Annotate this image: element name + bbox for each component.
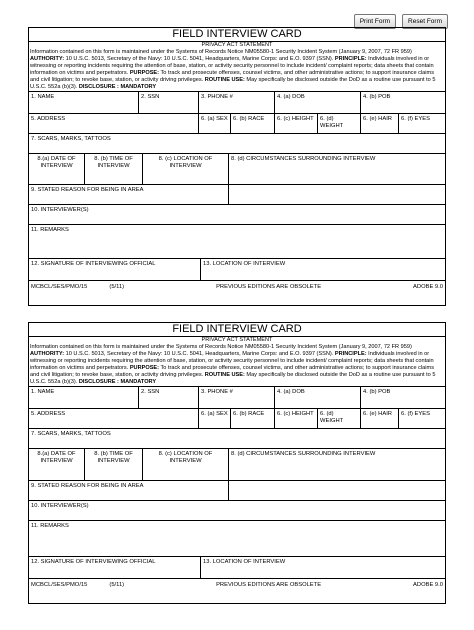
disclosure-text: MANDATORY [120, 379, 157, 385]
purpose-label: PURPOSE: [129, 70, 160, 76]
row-identity [29, 92, 445, 114]
ssn-field[interactable]: 2. SSN [139, 387, 199, 408]
race-field[interactable]: 6. (b) RACE [231, 114, 275, 133]
authority-label: AUTHORITY: [30, 56, 65, 62]
remarks-field[interactable]: 11. REMARKS [31, 227, 69, 233]
principle-text: Individuals involved in or witnessing or reporting incidents requiring the attention of base, station, or activity security personnel to include incident/ complaint reports; data sheets that contain information on victims and perpetrators. [30, 56, 434, 76]
privacy-heading: PRIVACY ACT STATEMENT [201, 42, 273, 48]
routine-use-text: May specifically be disclosed outside the DoD as a routine use pursuant to 5 U.S.C. 552a (b)(3). [30, 77, 436, 90]
privacy-act-statement [29, 337, 445, 387]
row-remarks [29, 521, 445, 557]
address-field[interactable]: 5. ADDRESS [29, 114, 199, 133]
date-label-line2: INTERVIEW [40, 458, 73, 464]
scars-field[interactable]: 7. SCARS, MARKS, TATTOOS [31, 136, 111, 142]
circumstances-field[interactable]: 8. (d) CIRCUMSTANCES SURROUNDING INTERVIEW [231, 156, 376, 162]
ssn-field[interactable]: 2. SSN [139, 92, 199, 113]
adobe-version: ADOBE 9.0 [413, 582, 443, 588]
row-scars [29, 429, 445, 449]
privacy-act-statement [29, 42, 445, 92]
height-field[interactable]: 6. (c) HEIGHT [275, 114, 318, 133]
location-of-interview-field[interactable] [143, 154, 229, 184]
location-field[interactable]: 13. LOCATION OF INTERVIEW [203, 559, 286, 565]
reason-field[interactable]: 9. STATED REASON FOR BEING IN AREA [29, 185, 229, 204]
purpose-text: To track and prosecute offenses, counsel victims, and other administrative actions; to support insurance claims and civil litigation; to revoke base, station, or activity driving privileges. [30, 70, 434, 83]
sex-field[interactable]: 6. (a) SEX [199, 409, 231, 428]
row-signature [29, 259, 445, 281]
race-field[interactable]: 6. (b) RACE [231, 409, 275, 428]
row-scars [29, 134, 445, 154]
dob-field[interactable]: 4. (a) DOB [275, 387, 361, 408]
privacy-intro: Information contained on this form is maintained under the Systems of Records Notice NM05580-1 Security Incident System (January 9, 2007, 72 FR 959) [30, 49, 412, 55]
card-footer [29, 579, 445, 591]
sex-field[interactable]: 6. (a) SEX [199, 114, 231, 133]
field-interview-card-1 [28, 27, 446, 306]
loc-label-line1: 8. (c) LOCATION OF [158, 156, 213, 162]
weight-field[interactable]: 6. (d) WEIGHT [318, 114, 361, 133]
row-reason [29, 481, 445, 501]
authority-label: AUTHORITY: [30, 351, 65, 357]
adobe-version: ADOBE 9.0 [413, 284, 443, 290]
time-label-line2: INTERVIEW [97, 458, 130, 464]
scars-field[interactable]: 7. SCARS, MARKS, TATTOOS [31, 431, 111, 437]
location-of-interview-field[interactable] [143, 449, 229, 480]
row-interview [29, 449, 445, 481]
purpose-label: PURPOSE: [129, 365, 160, 371]
routine-use-text: May specifically be disclosed outside the DoD as a routine use pursuant to 5 U.S.C. 552a (b)(3). [30, 372, 436, 385]
card-title: FIELD INTERVIEW CARD [29, 323, 445, 337]
row-interview [29, 154, 445, 185]
row-remarks [29, 225, 445, 259]
time-of-interview-field[interactable] [85, 449, 143, 480]
principle-label: PRINCIPLE: [334, 351, 367, 357]
name-field[interactable]: 1. NAME [29, 387, 139, 408]
principle-label: PRINCIPLE: [334, 56, 367, 62]
phone-field[interactable]: 3. PHONE # [199, 92, 275, 113]
pob-field[interactable]: 4. (b) POB [363, 389, 391, 395]
row-address [29, 409, 445, 429]
authority-text: 10 U.S.C. 5013, Secretary of the Navy: 10 U.S.C. 5041, Headquarters, Marine Corps: and E.O. 9397 (SSN). [65, 56, 334, 62]
disclosure-label: DISCLOSURE : [78, 84, 119, 90]
dob-field[interactable]: 4. (a) DOB [275, 92, 361, 113]
disclosure-label: DISCLOSURE : [78, 379, 119, 385]
interviewers-field[interactable]: 10. INTERVIEWER(S) [31, 207, 89, 213]
row-identity [29, 387, 445, 409]
reason-extension[interactable] [229, 481, 445, 500]
privacy-heading: PRIVACY ACT STATEMENT [201, 337, 273, 343]
purpose-text: To track and prosecute offenses, counsel victims, and other administrative actions; to support insurance claims and civil litigation; to revoke base, station, or activity driving privileges. [30, 365, 434, 378]
phone-field[interactable]: 3. PHONE # [199, 387, 275, 408]
principle-text: Individuals involved in or witnessing or reporting incidents requiring the attention of base, station, or activity security personnel to include incident/ complaint reports; data sheets that contain information on victims and perpetrators. [30, 351, 434, 371]
date-of-interview-field[interactable] [29, 154, 85, 184]
loc-label-line1: 8. (c) LOCATION OF [158, 451, 213, 457]
hair-field[interactable]: 6. (e) HAIR [361, 409, 399, 428]
reset-form-button[interactable]: Reset Form [402, 14, 448, 29]
remarks-field[interactable]: 11. REMARKS [31, 523, 69, 529]
location-field[interactable]: 13. LOCATION OF INTERVIEW [203, 261, 286, 267]
editions-notice: PREVIOUS EDITIONS ARE OBSOLETE [216, 284, 322, 290]
form-number: MCBCL/SES/PMO/15 [31, 284, 88, 290]
time-of-interview-field[interactable] [85, 154, 143, 184]
date-label-line1: 8.(a) DATE OF [37, 451, 76, 457]
time-label-line2: INTERVIEW [97, 163, 130, 169]
eyes-field[interactable]: 6. (f) EYES [401, 411, 430, 417]
privacy-intro: Information contained on this form is maintained under the Systems of Records Notice NM05580-1 Security Incident System (January 9, 2007, 72 FR 959) [30, 344, 412, 350]
loc-label-line2: INTERVIEW [169, 458, 202, 464]
hair-field[interactable]: 6. (e) HAIR [361, 114, 399, 133]
reason-field[interactable]: 9. STATED REASON FOR BEING IN AREA [29, 481, 229, 500]
row-interviewers [29, 205, 445, 225]
editions-notice: PREVIOUS EDITIONS ARE OBSOLETE [216, 582, 322, 588]
disclosure-text: MANDATORY [120, 84, 157, 90]
eyes-field[interactable]: 6. (f) EYES [401, 116, 430, 122]
print-form-button[interactable]: Print Form [354, 14, 396, 29]
signature-field[interactable]: 12. SIGNATURE OF INTERVIEWING OFFICIAL [29, 557, 201, 578]
pob-field[interactable]: 4. (b) POB [363, 94, 391, 100]
row-interviewers [29, 501, 445, 521]
card-title: FIELD INTERVIEW CARD [29, 28, 445, 42]
card-footer [29, 281, 445, 293]
form-date: (5/11) [109, 582, 125, 588]
name-field[interactable]: 1. NAME [29, 92, 139, 113]
row-reason [29, 185, 445, 205]
time-label-line1: 8. (b) TIME OF [94, 156, 133, 162]
field-interview-card-2 [28, 322, 446, 604]
address-field[interactable]: 5. ADDRESS [29, 409, 199, 428]
loc-label-line2: INTERVIEW [169, 163, 202, 169]
routine-use-label: ROUTINE USE: [204, 77, 245, 83]
form-date: (5/11) [109, 284, 125, 290]
signature-field[interactable]: 12. SIGNATURE OF INTERVIEWING OFFICIAL [29, 259, 201, 280]
circumstances-field[interactable]: 8. (d) CIRCUMSTANCES SURROUNDING INTERVIEW [231, 451, 376, 457]
authority-text: 10 U.S.C. 5013, Secretary of the Navy: 10 U.S.C. 5041, Headquarters, Marine Corps: and E.O. 9397 (SSN). [65, 351, 334, 357]
row-address [29, 114, 445, 134]
form-number: MCBCL/SES/PMO/15 [31, 582, 88, 588]
weight-field[interactable]: 6. (d) WEIGHT [318, 409, 361, 428]
reason-extension[interactable] [229, 185, 445, 204]
date-of-interview-field[interactable] [29, 449, 85, 480]
interviewers-field[interactable]: 10. INTERVIEWER(S) [31, 503, 89, 509]
date-label-line1: 8.(a) DATE OF [37, 156, 76, 162]
routine-use-label: ROUTINE USE: [204, 372, 245, 378]
date-label-line2: INTERVIEW [40, 163, 73, 169]
row-signature [29, 557, 445, 579]
time-label-line1: 8. (b) TIME OF [94, 451, 133, 457]
height-field[interactable]: 6. (c) HEIGHT [275, 409, 318, 428]
